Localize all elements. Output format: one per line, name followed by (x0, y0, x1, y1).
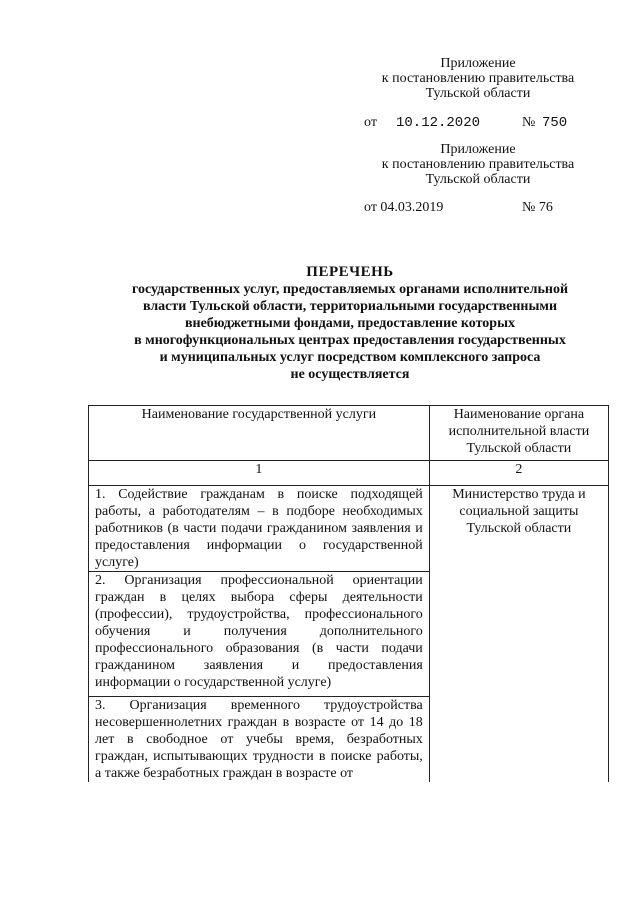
title-main: ПЕРЕЧЕНЬ (306, 264, 394, 280)
col2-header: Наименование органа исполнительной власти Тульской области (429, 406, 608, 461)
resolution-number: 750 (542, 115, 568, 131)
title-line: государственных услуг, предоставляемых органами исполнительной (131, 282, 569, 297)
annex-line3: Тульской области (425, 86, 531, 101)
service-cell: 1. Содействие гражданам в поиске подходящей работы, а работодателям – в подборе необходимых работников (в части подачи гражданином заявления и предоставления информации о государственной услуге) (89, 486, 430, 572)
number-prefix: № (522, 115, 536, 130)
annex-line3: Тульской области (425, 172, 531, 187)
col1-number: 1 (89, 461, 430, 486)
table-header-row (89, 406, 609, 461)
annex-header-new (360, 56, 596, 101)
annex-header-old (360, 142, 596, 187)
title-line: и муниципальных услуг посредством комплексного запроса (159, 350, 541, 365)
annex-title: Приложение (440, 142, 516, 157)
annex-line2: к постановлению правительства (381, 71, 575, 86)
date-prefix: от (364, 115, 377, 130)
title-line: не осуществляется (290, 367, 410, 382)
title-line: в многофункциональных центрах предоставления государственных (134, 333, 566, 348)
col1-header: Наименование государственной услуги (89, 406, 430, 461)
service-cell: 3. Организация временного трудоустройства несовершеннолетних граждан в возрасте от 14 до 18 лет в свободное от учебы время, безработных граждан, испытывающих трудности в поиске работы, а также безработных граждан в возрасте от (89, 697, 430, 783)
column-number-row (89, 461, 609, 486)
services-table (88, 405, 609, 782)
service-cell: 2. Организация профессиональной ориентации граждан в целях выбора сферы деятельности (профессии), трудоустройства, профессионального обучения и получения дополнительного профессионального образования (в части подачи гражданином заявления и предоставления информации о государственной услуге) (89, 572, 430, 697)
annex-title: Приложение (440, 56, 516, 71)
col2-number: 2 (429, 461, 608, 486)
document-title (100, 264, 600, 383)
resolution-date: 10.12.2020 (396, 115, 481, 131)
title-line: власти Тульской области, территориальными государственными (142, 299, 558, 314)
table-row (89, 486, 609, 572)
agency-cell: Министерство труда и социальной защиты Тульской области (429, 486, 608, 783)
title-line: внебюджетными фондами, предоставление которых (184, 316, 516, 331)
old-date-line: от 04.03.2019 (364, 200, 444, 215)
annex-line2: к постановлению правительства (381, 157, 575, 172)
old-number-line: № 76 (522, 200, 553, 215)
